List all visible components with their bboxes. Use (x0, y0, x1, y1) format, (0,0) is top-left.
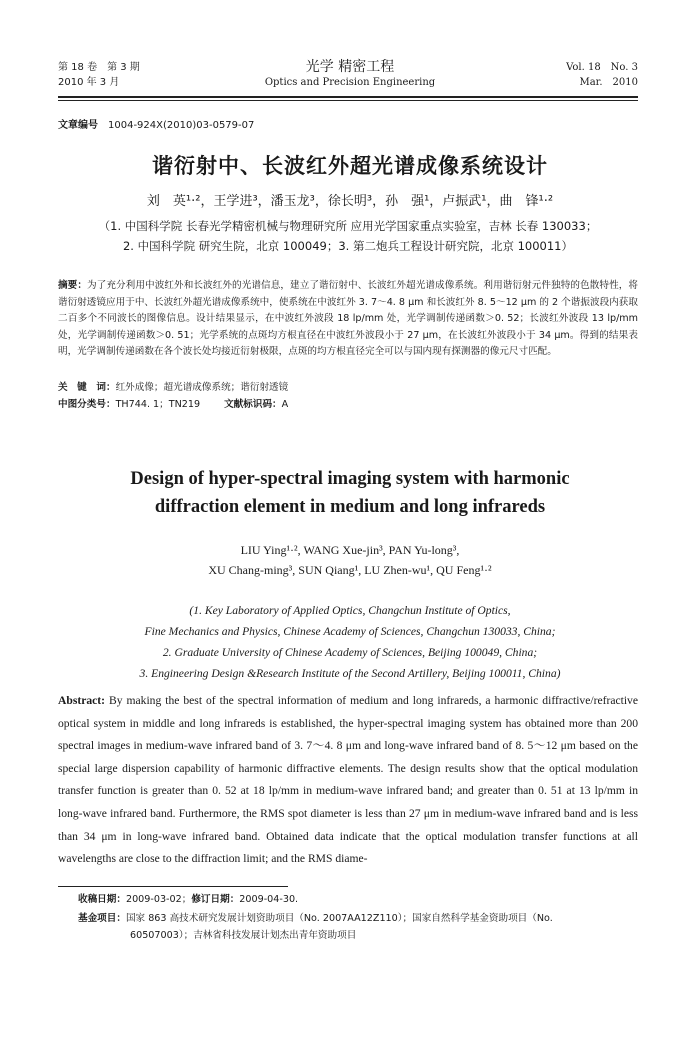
article-number (58, 116, 254, 131)
header-right (566, 60, 638, 90)
journal-title-en: Optics and Precision Engineering (264, 77, 436, 88)
affiliation-en-line: 2. Graduate University of Chinese Academy of Sciences, Beijing 100049, China; (162, 646, 538, 659)
affiliation-en-line: Fine Mechanics and Physics, Chinese Academy of Sciences, Changchun 130033, China; (144, 625, 556, 638)
header-rule-thin (58, 100, 638, 101)
funding-label: 基金项目： (78, 913, 126, 924)
footnote-rule (58, 886, 288, 887)
keywords-cn-text: 红外成像；超光谱成像系统；谐衍射透镜 (115, 382, 289, 393)
volume-cn: 第 18 卷 第 3 期 (58, 62, 140, 73)
funding-text-cont: 60507003）；吉林省科技发展计划杰出青年资助项目 (130, 930, 357, 941)
classification-value: TH744. 1；TN219 (115, 399, 201, 410)
doc-code-value: A (281, 399, 289, 410)
header-rule (58, 96, 638, 98)
title-cn: 谐衍射中、长波红外超光谱成像系统设计 (152, 154, 548, 178)
received-label: 收稿日期： (78, 894, 126, 905)
footnote-funding (78, 910, 638, 944)
authors-en-line: XU Chang-ming³, SUN Qiang¹, LU Zhen-wu¹, QU Feng¹·² (208, 563, 492, 577)
keywords-cn (58, 380, 638, 396)
authors-en (60, 540, 640, 580)
revised-date: 2009-04-30. (239, 894, 299, 905)
footnote-dates (78, 892, 638, 908)
affiliations-cn (58, 216, 638, 256)
affiliation-en-line: (1. Key Laboratory of Applied Optics, Changchun Institute of Optics, (189, 604, 511, 617)
keywords-cn-label: 关 键 词： (58, 382, 116, 393)
title-en (60, 465, 640, 521)
journal-header (200, 58, 500, 90)
affiliations-en (40, 600, 660, 684)
classification-label: 中图分类号： (58, 399, 116, 410)
title-en-line: diffraction element in medium and long infrareds (154, 497, 546, 517)
abstract-en-label: Abstract: (58, 694, 106, 707)
abstract-en-text: By making the best of the spectral information of medium and long infrareds, a harmonic diffractive/refractive optical system in middle and long infrareds is established, the hyper-spectral imaging system has obtained more than 200 spectral images in medium-wave infrared band of 3. 7～4. 8 μm and long-wave infrared band of 8. 5～12 μm based on the special large dispersion capability of harmonic diffractive elements. The design results show that the optical modulation transfer function is greater than 0. 52 at 18 lp/mm in medium-wave infrared band; and greater than 0. 51 at 13 lp/mm in long-wave infrared band. Furthermore, the RMS spot diameter is less than 27 μm in medium-wave infrared band and is less than 34 μm in long-wave infrared band. Obtained data indicate that the optical modulation transfer functions at all wavelengths are close to the diffraction limit; and the RMS diame- (58, 694, 638, 866)
classification-cn (58, 397, 638, 413)
date-cn: 2010 年 3 月 (58, 77, 120, 88)
authors-cn: 刘 英¹·²，王学进³，潘玉龙³，徐长明³，孙 强¹，卢振武¹，曲 锋¹·² (146, 194, 554, 209)
funding-text: 国家 863 高技术研究发展计划资助项目（No. 2007AA12Z110）；国家自然科学基金资助项目（No. (125, 913, 553, 924)
abstract-cn-label: 摘要： (58, 280, 88, 291)
affiliation-en-line: 3. Engineering Design &Research Institute of the Second Artillery, Beijing 100011, China) (139, 667, 561, 680)
abstract-cn-text: 为了充分利用中波红外和长波红外的光谱信息，建立了谐衍射中、长波红外超光谱成像系统。利用谐衍射元件独特的色散特性，将谐衍射透镜应用于中、长波红外超光谱成像系统中，使系统在中波红外 3. 7～4. 8 μm 和长波红外 8. 5～12 μm 的 2 个谐振波段内获取二百多个不同波长的图像信息。设计结果显示，在中波红外波段 18 lp/mm 处，光学调制传递函数＞0. 52；长波红外波段 13 lp/mm 处，光学调制传递函数＞0. 51；光学系统的点斑均方根直径在中波红外波段小于 27 μm，在长波红外波段小于 34 μm。得到的结果表明，光学调制传递函数在各个波长处均接近衍射极限，点斑的均方根直径完全可以与国内现有探测器的像元尺寸匹配。 (58, 280, 639, 357)
revised-label: 修订日期： (191, 894, 240, 905)
journal-title-cn: 光学 精密工程 (305, 59, 395, 75)
abstract-cn (58, 278, 638, 361)
article-number-value: 1004-924X(2010)03-0579-07 (108, 120, 255, 131)
received-date: 2009-03-02； (125, 894, 192, 905)
article-number-label: 文章编号 (58, 120, 98, 131)
abstract-en (58, 690, 638, 871)
doc-code-label: 文献标识码： (224, 399, 282, 410)
authors-en-line: LIU Ying¹·², WANG Xue-jin³, PAN Yu-long³, (240, 543, 460, 557)
affiliation-cn-line: （1. 中国科学院 长春光学精密机械与物理研究所 应用光学国家重点实验室，吉林 长春 130033； (98, 219, 598, 233)
title-en-line: Design of hyper-spectral imaging system with harmonic (130, 469, 570, 489)
date-en: Mar. 2010 (579, 77, 638, 88)
volume-en: Vol. 18 No. 3 (566, 62, 638, 73)
affiliation-cn-line: 2. 中国科学院 研究生院，北京 100049；3. 第二炮兵工程设计研究院，北京 100011） (122, 239, 574, 253)
header-left (58, 60, 140, 90)
